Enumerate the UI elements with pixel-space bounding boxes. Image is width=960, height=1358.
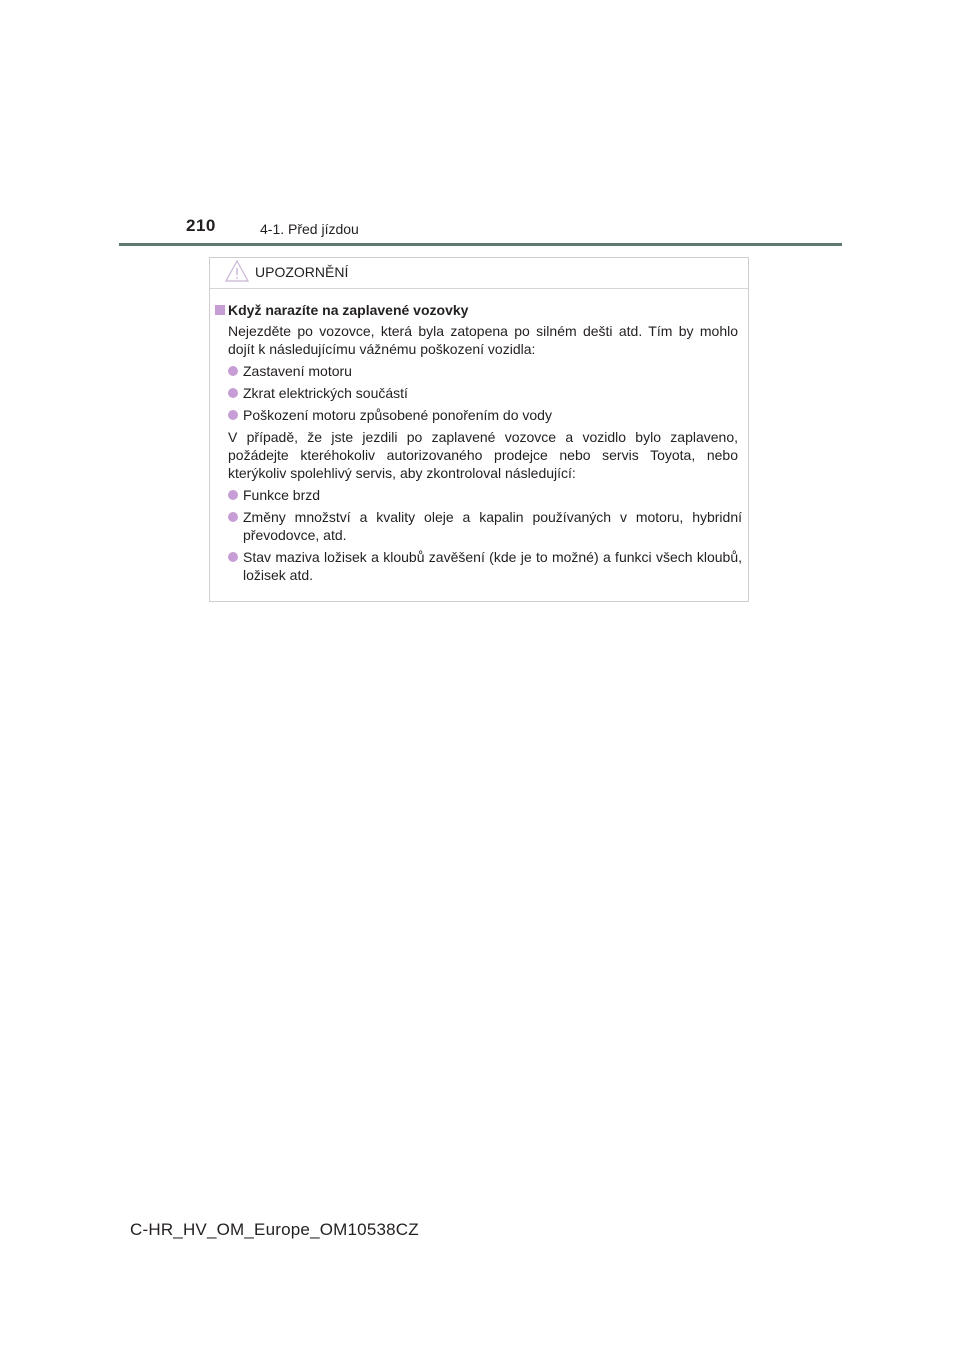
list-item-text: Stav maziva ložisek a kloubů zavěšení (kde je to možné) a funkci všech kloubů, ložisek atd. (243, 549, 742, 583)
document-code: C-HR_HV_OM_Europe_OM10538CZ (130, 1220, 419, 1239)
warning-box (209, 257, 749, 602)
bullet-dot-icon (228, 366, 238, 376)
page-number: 210 (186, 216, 216, 235)
bullet-dot-icon (228, 388, 238, 398)
list-item (210, 486, 748, 504)
list-item-text: Změny množství a kvality oleje a kapalin používaných v motoru, hybridní převodovce, atd. (243, 509, 742, 543)
list-item (210, 384, 748, 402)
list-item-text: Funkce brzd (243, 487, 321, 503)
list-item (210, 406, 748, 424)
list-item-text: Zastavení motoru (243, 363, 352, 379)
bullet-dot-icon (228, 490, 238, 500)
list-item (210, 508, 748, 544)
warning-content (210, 301, 748, 588)
list-item (210, 362, 748, 380)
intro-paragraph: Nejezděte po vozovce, která byla zatopena po silném dešti atd. Tím by mohlo dojít k následujícímu vážnému poškození vozidla: (228, 323, 738, 357)
header-rule (119, 243, 842, 246)
bullet-dot-icon (228, 552, 238, 562)
bullet-dot-icon (228, 410, 238, 420)
list-item (210, 548, 748, 584)
square-bullet-icon (215, 305, 225, 315)
warning-title: UPOZORNĚNÍ (255, 264, 349, 280)
warning-heading (210, 301, 748, 319)
advice-paragraph: V případě, že jste jezdili po zaplavené vozovce a vozidlo bylo zaplaveno, požádejte kteréhokoliv autorizovaného prodejce nebo servis Toyota, nebo kterýkoliv spolehlivý servis, aby zkontroloval následující: (228, 429, 738, 481)
warning-header (210, 258, 748, 289)
list-item-text: Zkrat elektrických součástí (243, 385, 408, 401)
section-title: 4-1. Před jízdou (260, 221, 359, 237)
heading-text: Když narazíte na zaplavené vozovky (228, 302, 469, 318)
warning-triangle-icon (225, 260, 249, 282)
bullet-dot-icon (228, 512, 238, 522)
list-item-text: Poškození motoru způsobené ponořením do vody (243, 407, 552, 423)
